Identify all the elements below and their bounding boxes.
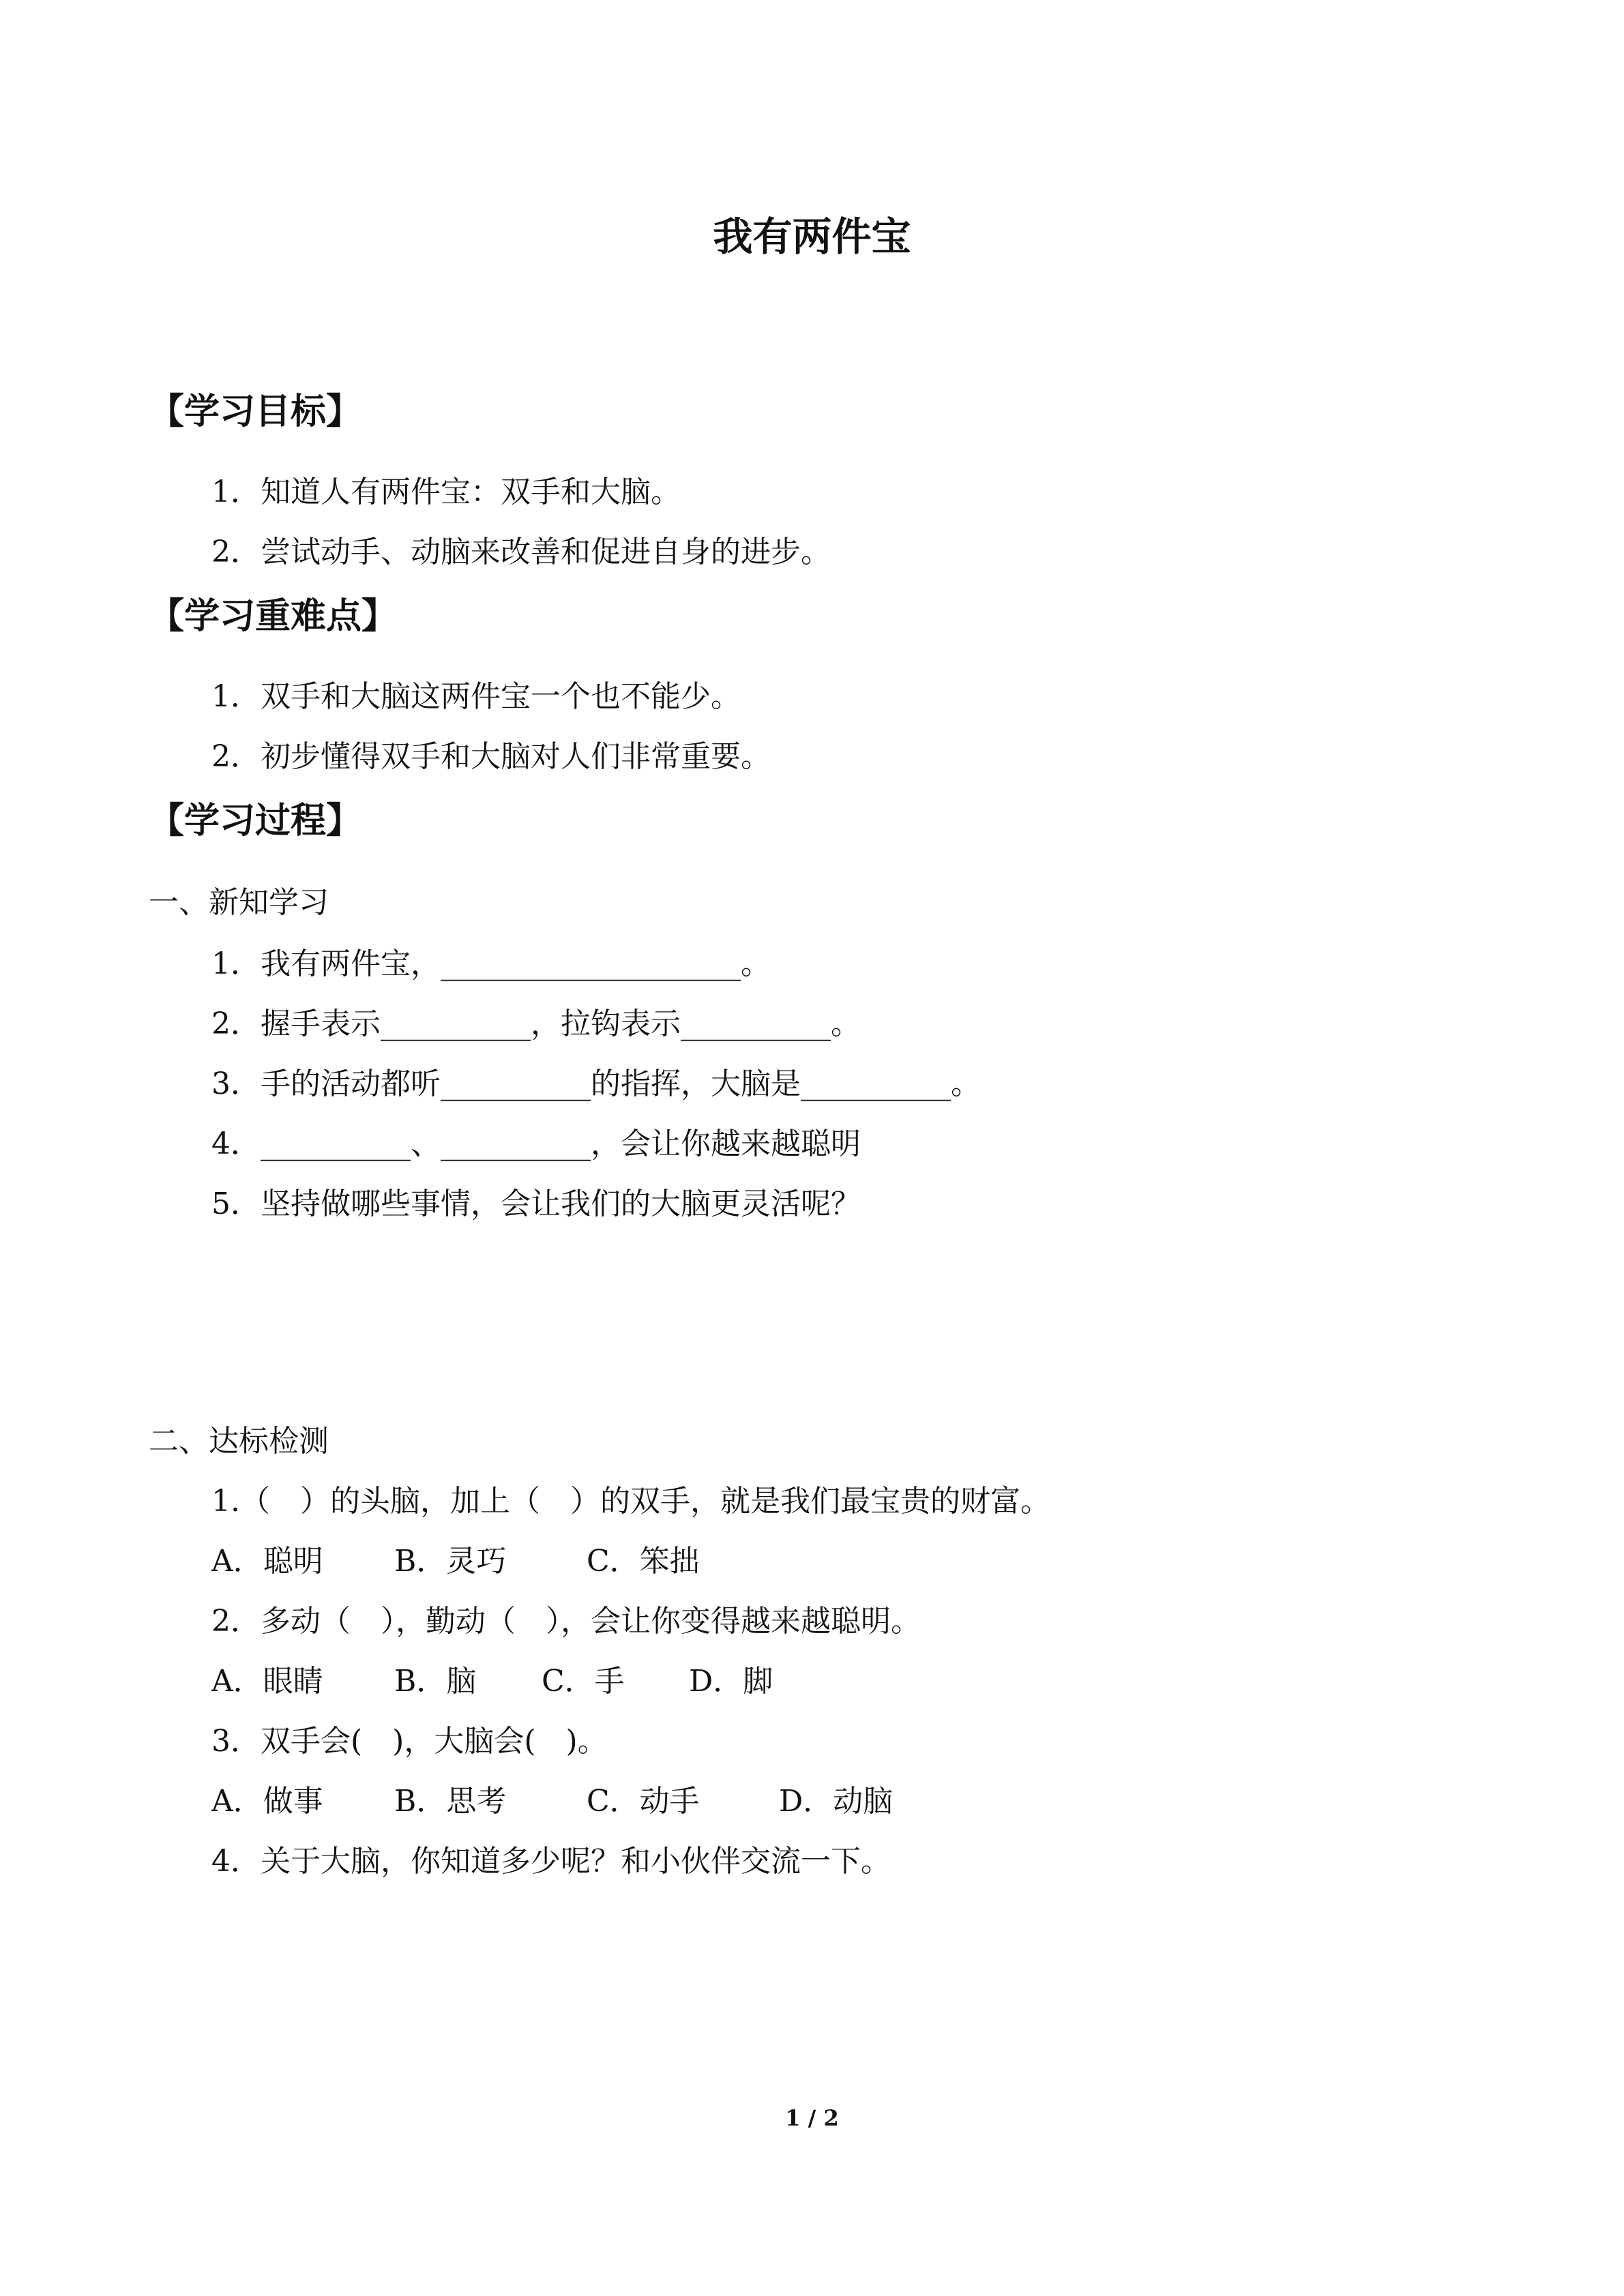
section-heading-key-points: 【学习重难点】 — [149, 595, 398, 637]
question-2: 2．多动（ ），勤动（ ），会让你变得越来越聪明。 — [211, 1604, 921, 1639]
part1-item-2: 2．握手表示__________，拉钩表示__________。 — [211, 1007, 861, 1041]
section-heading-goals: 【学习目标】 — [149, 391, 362, 432]
question-3-options — [211, 1784, 894, 1819]
option-c: C．动手 — [587, 1784, 700, 1819]
part1-item-1: 1．我有两件宝，____________________。 — [211, 946, 771, 981]
question-4: 4．关于大脑，你知道多少呢？和小伙伴交流一下。 — [211, 1844, 891, 1879]
question-3: 3．双手会( )，大脑会( )。 — [211, 1724, 608, 1759]
option-a: A．做事 — [211, 1784, 323, 1819]
key-point-item-1: 1．双手和大脑这两件宝一个也不能少。 — [211, 679, 741, 714]
option-b: B．思考 — [394, 1784, 507, 1819]
option-c: C．笨拙 — [587, 1544, 700, 1579]
part2-title: 二、达标检测 — [149, 1424, 329, 1459]
part1-title: 一、新知学习 — [149, 885, 329, 920]
question-1-options — [211, 1544, 700, 1579]
part1-item-3: 3．手的活动都听__________的指挥，大脑是__________。 — [211, 1067, 981, 1101]
option-b: B．脑 — [394, 1664, 477, 1699]
question-1: 1.（ ）的头脑，加上（ ）的双手，就是我们最宝贵的财富。 — [211, 1484, 1050, 1519]
page-title: 我有两件宝 — [713, 213, 911, 260]
option-c: C．手 — [542, 1664, 625, 1699]
key-point-item-2: 2．初步懂得双手和大脑对人们非常重要。 — [211, 739, 771, 774]
page-number: 1 / 2 — [785, 2105, 839, 2131]
option-d: D．动脑 — [779, 1784, 894, 1819]
question-2-options — [211, 1664, 773, 1699]
option-b: B．灵巧 — [394, 1544, 507, 1579]
part1-item-4: 4．__________、__________，会让你越来越聪明 — [211, 1127, 861, 1161]
goal-item-1: 1．知道人有两件宝：双手和大脑。 — [211, 475, 681, 509]
part1-item-5: 5．坚持做哪些事情，会让我们的大脑更灵活呢？ — [211, 1187, 861, 1221]
goal-item-2: 2．尝试动手、动脑来改善和促进自身的进步。 — [211, 535, 831, 569]
section-heading-process: 【学习过程】 — [149, 800, 362, 841]
option-a: A．聪明 — [211, 1544, 323, 1579]
option-a: A．眼睛 — [211, 1664, 323, 1699]
option-d: D．脚 — [689, 1664, 773, 1699]
